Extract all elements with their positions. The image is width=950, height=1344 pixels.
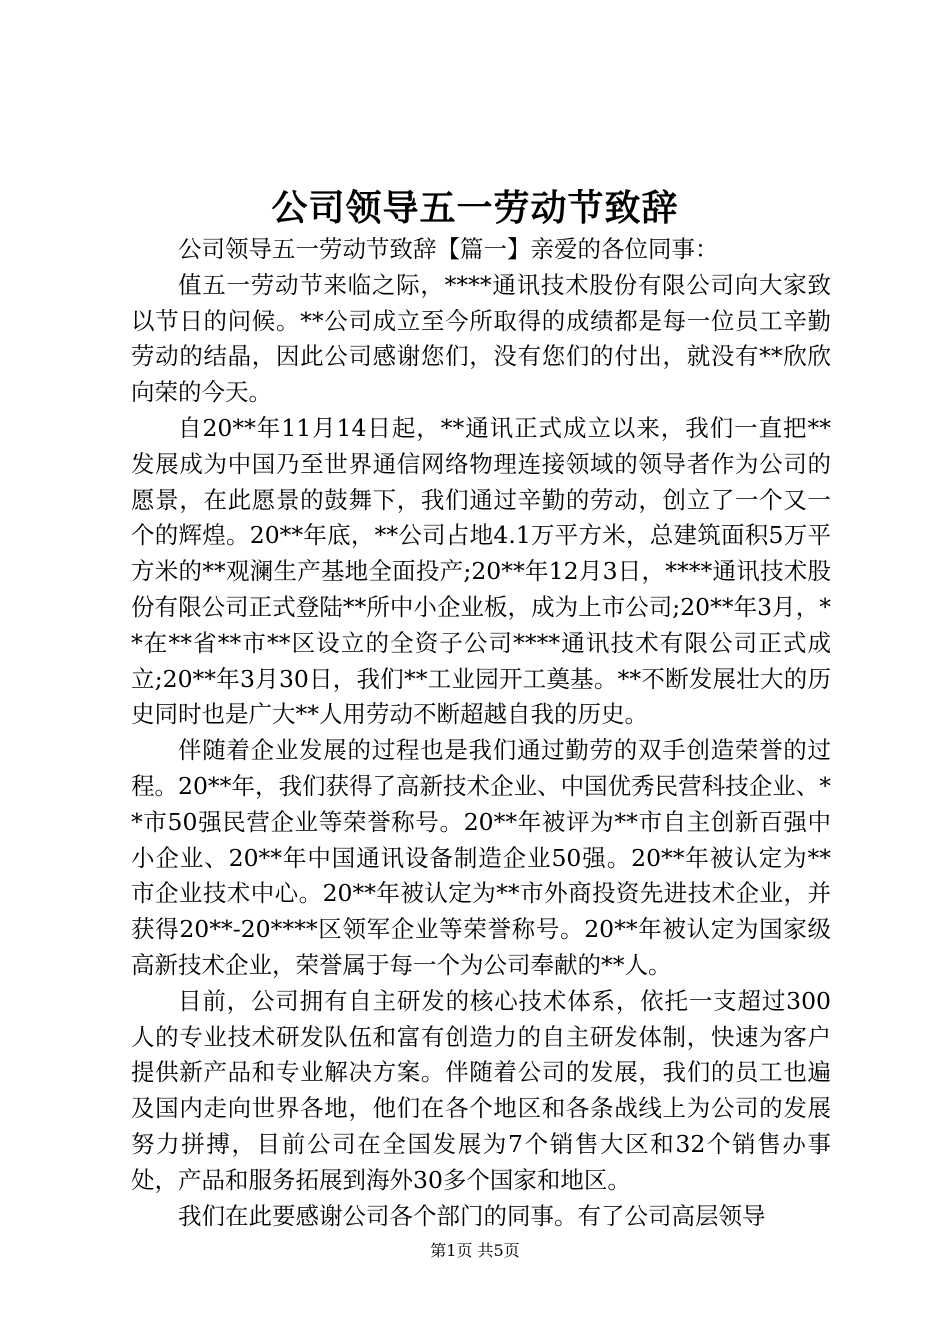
paragraph: 我们在此要感谢公司各个部门的同事。有了公司高层领导 [178,1201,766,1230]
page-number-footer: 第1页 共5页 [430,1241,520,1260]
document-title: 公司领导五一劳动节致辞 [271,187,679,229]
paragraph: 值五一劳动节来临之际，****通讯技术股份有限公司向大家致以节日的问候。**公司成立至今所取得的成绩都是每一位员工辛勤劳动的结晶，因此公司感谢您们，没有您们的付出，就没有**欣欣向荣的今天。 [131,270,831,407]
paragraph-greeting: 公司领导五一劳动节致辞【篇一】亲爱的各位同事： [178,235,719,263]
paragraph: 伴随着企业发展的过程也是我们通过勤劳的双手创造荣誉的过程。20**年，我们获得了高新技术企业、中国优秀民营科技企业、**市50强民营企业等荣誉称号。20**年被评为**市自主创新百强中小企业、20**年中国通讯设备制造企业50强。20**年被认定为**市企业技术中心。20**年被认定为**市外商投资先进技术企业，并获得20**-20****区领军企业等荣誉称号。20**年被认定为国家级高新技术企业，荣誉属于每一个为公司奉献的**人。 [131,736,831,979]
paragraph: 目前，公司拥有自主研发的核心技术体系，依托一支超过300人的专业技术研发队伍和富有创造力的自主研发体制，快速为客户提供新产品和专业解决方案。伴随着公司的发展，我们的员工也遍及国内走向世界各地，他们在各个地区和各条战线上为公司的发展努力拼搏，目前公司在全国发展为7个销售大区和32个销售办事处，产品和服务拓展到海外30多个国家和地区。 [131,986,831,1194]
paragraph: 自20**年11月14日起，**通讯正式成立以来，我们一直把**发展成为中国乃至世界通信网络物理连接领域的领导者作为公司的愿景，在此愿景的鼓舞下，我们通过辛勤的劳动，创立了一个又一个的辉煌。20**年底，**公司占地4.1万平方米，总建筑面积5万平方米的**观澜生产基地全面投产;20**年12月3日，****通讯技术股份有限公司正式登陆**所中小企业板，成为上市公司;20**年3月，**在**省**市**区设立的全资子公司****通讯技术有限公司正式成立;20**年3月30日，我们**工业园开工奠基。**不断发展壮大的历史同时也是广大**人用劳动不断超越自我的历史。 [131,413,831,729]
document-body [131,232,831,1234]
